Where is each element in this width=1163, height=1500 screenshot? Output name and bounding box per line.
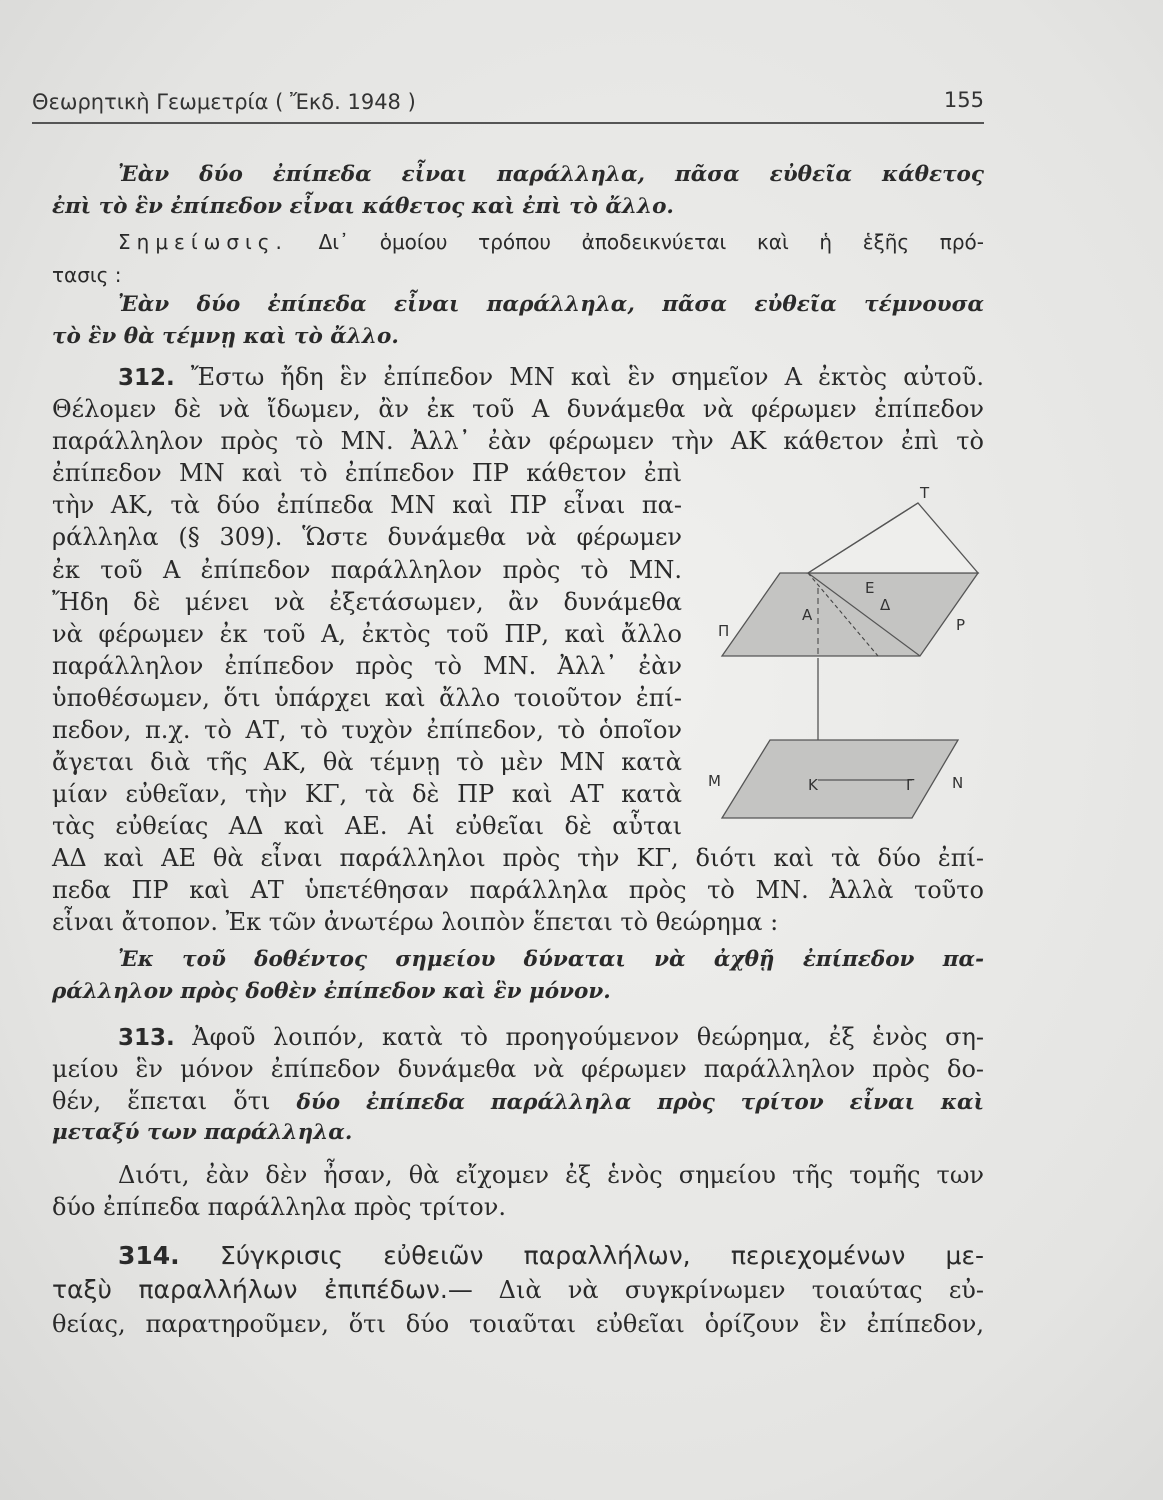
sec313-line-3-text: θέν, ἕπεται ὅτι <box>52 1087 271 1115</box>
sec314-heading-line-2 <box>52 1275 984 1306</box>
sec313-line-6: δύο ἐπίπεδα παράλληλα πρὸς τρίτον. <box>52 1193 506 1221</box>
label-a: Α <box>802 606 813 624</box>
note-text: Δι᾿ ὁμοίου τρόπου ἀποδεικνύεται καὶ ἡ ἑξῆς πρό- <box>318 230 984 254</box>
sec314-line-2: θείας, παρατηροῦμεν, ὅτι δύο τοιαῦται εὐθεῖαι ὁρίζουν ἓν ἐπίπεδον, <box>52 1310 984 1338</box>
plane-pr <box>722 573 978 656</box>
sec312-number: 312. <box>118 365 175 391</box>
sec312-narrow-line: μίαν εὐθεῖαν, τὴν ΚΓ, τὰ δὲ ΠΡ καὶ ΑΤ κατὰ <box>52 780 682 808</box>
note-line-1 <box>118 227 984 257</box>
sec312-tail-line-1: ΑΔ καὶ ΑΕ θὰ εἶναι παράλληλοι πρὸς τὴν ΚΓ, διότι καὶ τὰ δύο ἐπί- <box>52 844 984 872</box>
label-e: Ε <box>865 579 875 597</box>
sec312-narrow-line: Ἤδη δὲ μένει νὰ ἐξετάσωμεν, ἂν δυνάμεθα <box>52 588 682 616</box>
label-m: Μ <box>708 772 721 790</box>
sec313-text: Ἀφοῦ λοιπόν, κατὰ τὸ προηγούμενον θεώρημα, ἐξ ἑνὸς ση- <box>192 1023 984 1051</box>
sec313-line-1 <box>118 1022 984 1053</box>
header-title: Θεωρητικὴ Γεωμετρία ( Ἔκδ. 1948 ) <box>32 90 416 114</box>
sec312-narrow-line: παράλληλον ἐπίπεδον πρὸς τὸ ΜΝ. Ἀλλ᾿ ἐὰν <box>52 652 682 680</box>
note-label: Σημείωσις. <box>118 230 288 254</box>
running-header <box>32 88 984 120</box>
label-n: Ν <box>952 774 964 792</box>
sec313-line-5: Διότι, ἐὰν δὲν ἦσαν, θὰ εἴχομεν ἐξ ἑνὸς σημείου τῆς τομῆς των <box>118 1161 984 1189</box>
sec312-narrow-line: ὑποθέσωμεν, ὅτι ὑπάρχει καὶ ἄλλο τοιοῦτον ἐπί- <box>52 684 682 712</box>
sec314-heading-1: Σύγκρισις εὐθειῶν παραλλήλων, περιεχομένων με- <box>219 1241 984 1270</box>
sec312-narrow-line: νὰ φέρωμεν ἐκ τοῦ Α, ἐκτὸς τοῦ ΠΡ, καὶ ἄλλο <box>52 620 682 648</box>
note-line-2: τασις : <box>52 263 122 287</box>
plane-mn <box>722 740 958 818</box>
theorem-perpendicular-line-2: ἐπὶ τὸ ἓν ἐπίπεδον εἶναι κάθετος καὶ ἐπὶ τὸ ἄλλο. <box>52 194 674 219</box>
sec312-tail-line-2: πεδα ΠΡ καὶ ΑΤ ὑπετέθησαν παράλληλα πρὸς τὸ ΜΝ. Ἀλλὰ τοῦτο <box>52 876 984 904</box>
sec312-narrow-line: τὰς εὐθείας ΑΔ καὶ ΑΕ. Αἱ εὐθεῖαι δὲ αὗται <box>52 812 682 840</box>
label-g: Γ <box>906 776 915 794</box>
sec314-number: 314. <box>118 1241 180 1270</box>
sec313-theorem-emph: δύο ἐπίπεδα παράλληλα πρὸς τρίτον εἶναι καὶ <box>296 1090 984 1115</box>
sec312-narrow-line: ἐκ τοῦ Α ἐπίπεδον παράλληλον πρὸς τὸ ΜΝ. <box>52 556 682 584</box>
label-t: Τ <box>920 484 930 502</box>
sec312-narrow-line: τὴν ΑΚ, τὰ δύο ἐπίπεδα ΜΝ καὶ ΠΡ εἶναι πα- <box>52 491 682 519</box>
page-number: 155 <box>943 88 984 112</box>
sec312-narrow-line: ράλληλα (§ 309). Ὥστε δυνάμεθα νὰ φέρωμεν <box>52 523 682 551</box>
sec314-heading-line-1 <box>118 1241 984 1271</box>
sec312-full-line-1: Θέλομεν δὲ νὰ ἴδωμεν, ἂν ἐκ τοῦ Α δυνάμεθα νὰ φέρωμεν ἐπίπεδον <box>52 395 984 423</box>
label-d: Δ <box>880 596 891 614</box>
sec313-number: 313. <box>118 1025 175 1051</box>
sec313-line-4: μεταξύ των παράλληλα. <box>52 1120 353 1145</box>
sec313-line-3 <box>52 1086 984 1118</box>
sec312-full-line-2: παράλληλον πρὸς τὸ ΜΝ. Ἀλλ᾿ ἐὰν φέρωμεν τὴν ΑΚ κάθετον ἐπὶ τὸ <box>52 427 984 455</box>
theorem-intersecting-line-1: Ἐὰν δύο ἐπίπεδα εἶναι παράλληλα, πᾶσα εὐθεῖα τέμνουσα <box>118 292 984 317</box>
sec312-theorem-line-1: Ἐκ τοῦ δοθέντος σημείου δύναται νὰ ἀχθῇ ἐπίπεδον πα- <box>118 947 984 972</box>
sec312-narrow-line: ἄγεται διὰ τῆς ΑΚ, θὰ τέμνῃ τὸ μὲν ΜΝ κατὰ <box>52 748 682 776</box>
sec312-first: Ἔστω ἤδη ἓν ἐπίπεδον ΜΝ καὶ ἓν σημεῖον Α ἐκτὸς αὐτοῦ. <box>190 363 984 391</box>
theorem-perpendicular-line-1: Ἐὰν δύο ἐπίπεδα εἶναι παράλληλα, πᾶσα εὐθεῖα κάθετος <box>118 162 984 187</box>
sec312-narrow-line: πεδον, π.χ. τὸ ΑΤ, τὸ τυχὸν ἐπίπεδον, τὸ ὁποῖον <box>52 716 682 744</box>
label-p: Π <box>718 622 730 640</box>
label-k: Κ <box>808 776 818 794</box>
sec312-last-line: εἶναι ἄτοπον. Ἐκ τῶν ἀνωτέρω λοιπὸν ἕπεται τὸ θεώρημα : <box>52 908 779 936</box>
sec314-heading-2: ταξὺ παραλλήλων ἐπιπέδων.— <box>52 1275 473 1304</box>
sec312-line-1 <box>118 362 984 393</box>
sec312-narrow-line: ἐπίπεδον ΜΝ καὶ τὸ ἐπίπεδον ΠΡ κάθετον ἐπὶ <box>52 459 682 487</box>
sec313-line-2: μείου ἓν μόνον ἐπίπεδον δυνάμεθα νὰ φέρωμεν παράλληλον πρὸς δο- <box>52 1055 984 1083</box>
header-rule <box>32 122 984 124</box>
plane-at <box>808 503 978 573</box>
geometry-figure <box>700 478 990 838</box>
sec312-theorem-line-2: ράλληλον πρὸς δοθὲν ἐπίπεδον καὶ ἓν μόνον. <box>52 979 611 1004</box>
label-r: Ρ <box>956 616 966 634</box>
sec314-line-1-rest: Διὰ νὰ συγκρίνωμεν τοιαύτας εὐ- <box>498 1276 984 1304</box>
theorem-intersecting-line-2: τὸ ἓν θὰ τέμνῃ καὶ τὸ ἄλλο. <box>52 324 399 349</box>
